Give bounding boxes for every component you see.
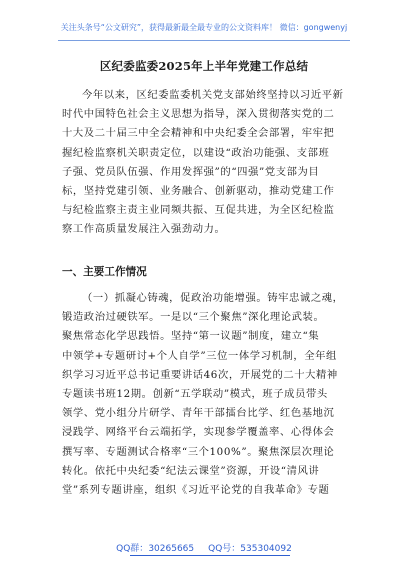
section-line: 领学、党小组分片研学、青年干部擂台比学、红色基地沉 <box>62 407 335 420</box>
header-divider <box>58 40 350 41</box>
section-heading: 一、主要工作情况 <box>62 266 147 278</box>
header-note: 关注头条号“公文研究”，获得最新最全最专业的公文资料库！ 微信：gongwenyj <box>60 23 348 32</box>
qq-label: QQ号： <box>208 544 241 554</box>
section-line: 中领学+专题研讨+个人自学”三位一体学习机制，全年组 <box>62 349 337 362</box>
section-line: 堂”系列专题讲座，组织《习近平论党的自我革命》专题 <box>62 484 330 497</box>
section-line: 转化。依托中央纪委“纪法云课堂”资源，开设“清风讲 <box>62 464 320 477</box>
qq-number: 535304092 <box>240 544 292 554</box>
section-line: （一）抓凝心铸魂，促政治功能增强。铸牢忠诚之魂， <box>82 292 344 304</box>
intro-line: 十大及二十届三中全会精神和中央纪委全会部署，牢牢把 <box>62 127 335 140</box>
intro-line: 时代中国特色社会主义思想为指导，深入贯彻落实党的二 <box>62 108 335 121</box>
section-line: 浸践学、网络平台云端拓学，实现参学覆盖率、心得体会 <box>62 426 335 439</box>
qq-group-number: 30265665 <box>148 544 195 554</box>
section-line: 专题读书班12期。创新“五学联动”模式，班子成员带头 <box>62 388 328 401</box>
section-line: 撰写率、专题测试合格率“三个100%”。聚焦深层次理论 <box>62 445 335 458</box>
intro-line: 子强、党员队伍强、作用发挥强”的“四强”党支部为目 <box>62 165 320 178</box>
section-line: 锻造政治过硬铁军。一是以“三个聚焦”深化理论武装。 <box>62 311 325 324</box>
intro-line: 察工作高质量发展注入强劲动力。 <box>62 223 226 236</box>
intro-line: 标，坚持党建引领、业务融合、创新驱动，推动党建工作 <box>62 185 335 198</box>
intro-line: 与纪检监察主责主业同频共振、互促共进，为全区纪检监 <box>62 204 335 217</box>
footer-underline <box>130 555 290 556</box>
qq-group-label: QQ群： <box>116 544 149 554</box>
intro-paragraph <box>62 86 347 240</box>
intro-line: 今年以来，区纪委监委机关党支部始终坚持以习近平新 <box>82 89 344 101</box>
section-line: 织学习习近平总书记重要讲话46次，开展党的二十大精神 <box>62 368 338 381</box>
section-line: 聚焦常态化学思践悟。坚持“第一议题”制度，建立“集 <box>62 330 320 343</box>
intro-line: 握纪检监察机关职责定位，以建设“政治功能强、支部班 <box>62 146 330 159</box>
page-title: 区纪委监委2025年上半年党建工作总结 <box>99 59 309 73</box>
section-paragraph <box>62 289 347 500</box>
footer-contact <box>0 541 408 554</box>
